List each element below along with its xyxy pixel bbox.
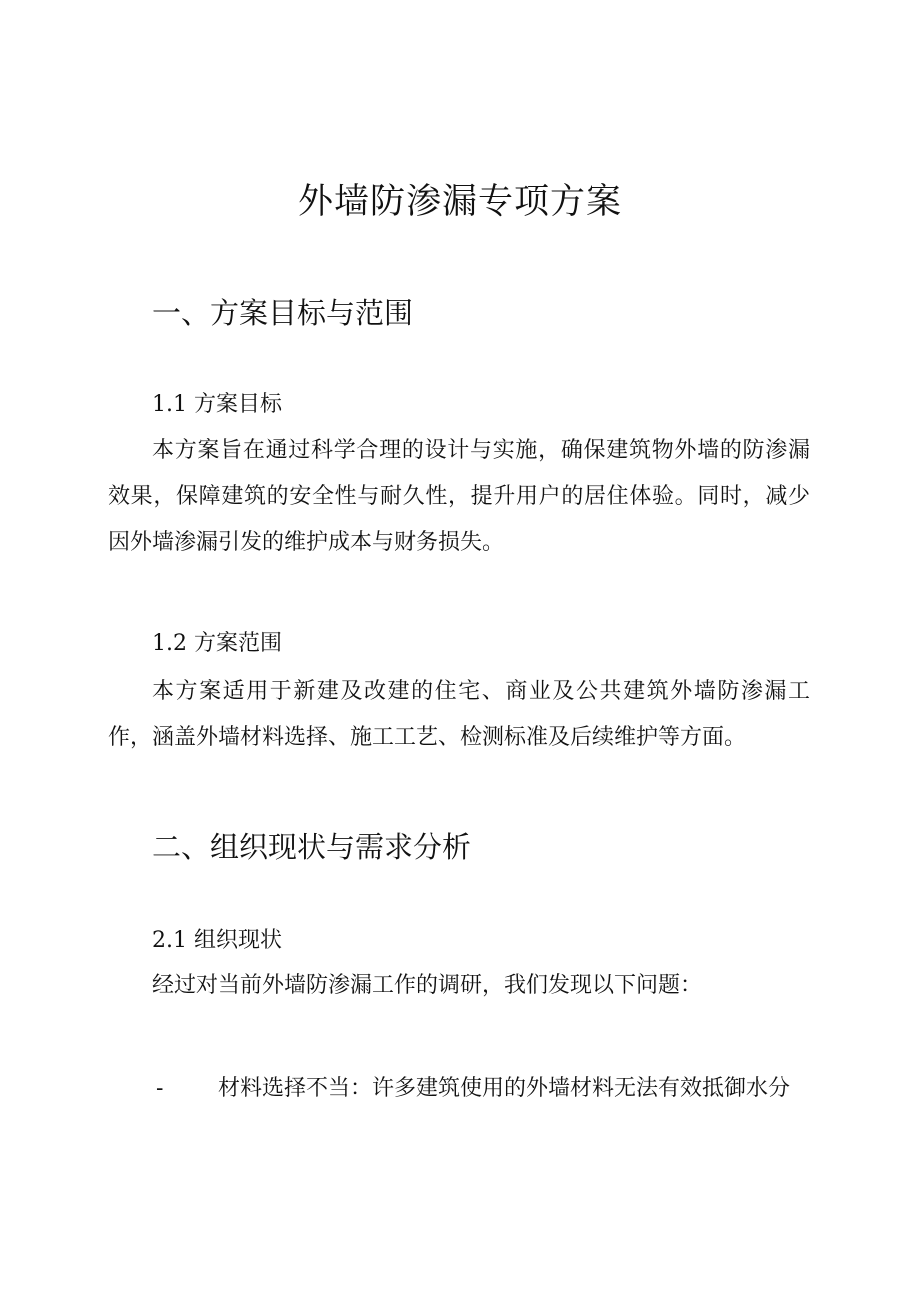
list-item-marker: - bbox=[156, 1076, 164, 1101]
subsection-heading-1-1: 1.1 方案目标 bbox=[152, 392, 282, 417]
subsection-heading-2-1: 2.1 组织现状 bbox=[152, 928, 282, 953]
paragraph-1-1: 本方案旨在通过科学合理的设计与实施，确保建筑物外墙的防渗漏效果，保障建筑的安全性与耐久性，提升用户的居住体验。同时，减少因外墙渗漏引发的维护成本与财务损失。 bbox=[108, 438, 810, 555]
paragraph-2-1: 经过对当前外墙防渗漏工作的调研，我们发现以下问题： bbox=[152, 973, 703, 998]
section-heading-1: 一、方案目标与范围 bbox=[152, 296, 414, 330]
subsection-heading-1-2: 1.2 方案范围 bbox=[152, 631, 282, 656]
paragraph-1-2: 本方案适用于新建及改建的住宅、商业及公共建筑外墙防渗漏工作，涵盖外墙材料选择、施工工艺、检测标准及后续维护等方面。 bbox=[108, 679, 810, 750]
document-title: 外墙防渗漏专项方案 bbox=[297, 182, 622, 222]
list-item: 材料选择不当：许多建筑使用的外墙材料无法有效抵御水分 bbox=[218, 1076, 791, 1101]
section-heading-2: 二、组织现状与需求分析 bbox=[152, 830, 472, 864]
